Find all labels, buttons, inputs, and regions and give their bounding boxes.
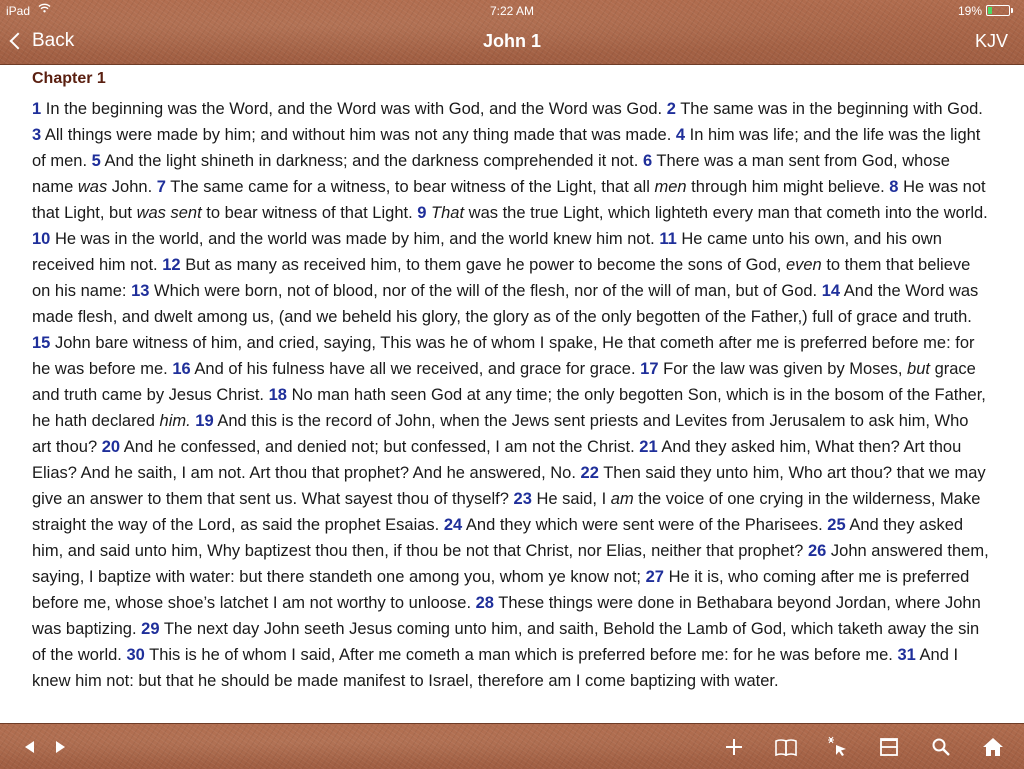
- verse-number[interactable]: 15: [32, 334, 51, 352]
- verse-number[interactable]: 8: [889, 178, 899, 196]
- verse-number[interactable]: 9: [417, 204, 427, 222]
- verse-number[interactable]: 2: [666, 100, 676, 118]
- verse-text: to them that believe on his name:: [32, 256, 971, 300]
- verse-text: And they asked him, What then? Art thou Elias? And he saith, I am not. Art thou that prophet? And he answered, No.: [32, 438, 962, 482]
- verse-text: And this is the record of John, when the Jews sent priests and Levites from Jerusalem to ask him, Who art thou?: [32, 412, 969, 456]
- search-icon[interactable]: [921, 724, 961, 769]
- verse-number[interactable]: 22: [580, 464, 599, 482]
- verse-text: And the Word was made flesh, and dwelt among us, (and we beheld his glory, the glory as of the only begotten of the Father,) full of grace and truth.: [32, 282, 979, 326]
- verse[interactable]: [32, 230, 655, 248]
- verse-number[interactable]: 18: [268, 386, 287, 404]
- verse-text: Which were born, not of blood, nor of the will of the flesh, nor of the will of man, but of God.: [154, 282, 818, 300]
- home-icon[interactable]: [973, 724, 1013, 769]
- back-button[interactable]: [8, 30, 74, 52]
- battery-percent: 19%: [957, 4, 982, 18]
- verse-number[interactable]: 14: [821, 282, 841, 300]
- verse-text: And the light shineth in darkness; and the darkness comprehended it not.: [104, 152, 639, 170]
- verse[interactable]: [92, 152, 639, 170]
- verse-text: But as many as received him, to them gave he power to become the sons of God,: [185, 256, 786, 274]
- verse-number[interactable]: 30: [126, 646, 145, 664]
- verse-number[interactable]: 16: [172, 360, 191, 378]
- verse-text-italic: even: [785, 256, 822, 274]
- verse-number[interactable]: 12: [162, 256, 181, 274]
- verse[interactable]: [131, 282, 817, 300]
- verse-number[interactable]: 5: [91, 152, 101, 170]
- verse-text: The next day John seeth Jesus coming unto him, and saith, Behold the Lamb of God, which taketh away the sin of the world.: [32, 620, 980, 664]
- reading-pane[interactable]: [32, 64, 992, 724]
- verse[interactable]: [126, 646, 892, 664]
- verse-number[interactable]: 10: [32, 230, 51, 248]
- verse-text: He it is, who coming after me is preferred before me, whose shoe’s latchet I am not worthy to unloose.: [32, 568, 970, 612]
- verse[interactable]: [32, 100, 662, 118]
- verse-number[interactable]: 31: [897, 646, 916, 664]
- verse-number[interactable]: 11: [659, 230, 677, 248]
- verse-number[interactable]: 3: [32, 126, 42, 144]
- page-title: John 1: [482, 31, 541, 51]
- battery-icon: [986, 5, 1010, 16]
- verse-text: to bear witness of that Light.: [201, 204, 413, 222]
- verse-text-italic: was sent: [136, 204, 202, 222]
- verse[interactable]: [157, 178, 885, 196]
- verse-text: John.: [107, 178, 153, 196]
- verse-text: In him was life; and the life was the light of men.: [32, 126, 981, 170]
- verse-text: He was not that Light, but: [32, 178, 986, 222]
- verse-number[interactable]: 24: [443, 516, 463, 534]
- verse-number[interactable]: 7: [156, 178, 166, 196]
- verse-number[interactable]: 19: [195, 412, 214, 430]
- verse[interactable]: [417, 204, 988, 222]
- top-bar: [0, 0, 1024, 65]
- verse-text-italic: was: [77, 178, 108, 196]
- verse-number[interactable]: 20: [101, 438, 121, 456]
- version-button[interactable]: KJV: [974, 31, 1008, 51]
- verse[interactable]: [32, 126, 671, 144]
- verse-text: The same came for a witness, to bear witness of the Light, that all: [170, 178, 655, 196]
- verse-text: And they asked him, and said unto him, Why baptizest thou then, if thou be not that Christ, nor Elias, neither that prophet?: [32, 516, 964, 560]
- verse-text-italic: am: [610, 490, 634, 508]
- tap-select-icon[interactable]: [818, 724, 858, 769]
- verse-text: The same was in the beginning with God.: [680, 100, 983, 118]
- verse-text: All things were made by him; and without him was not any thing made that was made.: [44, 126, 672, 144]
- verse-number[interactable]: 25: [827, 516, 846, 534]
- chapter-text: [32, 96, 992, 694]
- nav-bar: [0, 20, 1024, 64]
- verse-text-italic: him.: [159, 412, 191, 430]
- verse-text-italic: men: [654, 178, 687, 196]
- verse-number[interactable]: 27: [645, 568, 664, 586]
- verse-text: He was in the world, and the world was made by him, and the world knew him not.: [54, 230, 655, 248]
- verse-text: was the true Light, which lighteth every man that cometh into the world.: [464, 204, 988, 222]
- verse-text: And I knew him not: but that he should be made manifest to Israel, therefore am I come baptizing with water.: [32, 646, 959, 690]
- verse-text-italic: but: [907, 360, 930, 378]
- verse-text: John bare witness of him, and cried, saying, This was he of whom I spake, He that cometh after me is preferred before me: for he was before me.: [32, 334, 975, 378]
- verse-number[interactable]: 28: [475, 594, 494, 612]
- verse-text: There was a man sent from God, whose name: [32, 152, 950, 196]
- verse[interactable]: [172, 360, 635, 378]
- verse-text: through him might believe.: [686, 178, 885, 196]
- back-label: Back: [32, 30, 75, 51]
- chapter-heading: Chapter 1: [32, 70, 106, 87]
- verse-number[interactable]: 6: [642, 152, 653, 170]
- verse-text: John answered them, saying, I baptize with water: but there standeth one among you, whom ye know not;: [32, 542, 989, 586]
- verse[interactable]: [667, 100, 983, 118]
- verse-text: Then said they unto him, Who art thou? that we may give an answer to them that sent us. What sayest thou of thyself?: [32, 464, 986, 508]
- verse[interactable]: [444, 516, 823, 534]
- verse-number[interactable]: 13: [131, 282, 150, 300]
- verse-number[interactable]: 17: [640, 360, 659, 378]
- split-view-icon[interactable]: [869, 724, 909, 769]
- verse[interactable]: [102, 438, 635, 456]
- status-time: 7:22 AM: [489, 4, 535, 18]
- verse-number[interactable]: 26: [807, 542, 827, 560]
- verse-text: He came unto his own, and his own received him not.: [32, 230, 942, 274]
- verse-text: the voice of one crying in the wilderness, Make straight the way of the Lord, as said the prophet Esaias.: [32, 490, 981, 534]
- verse-text: In the beginning was the Word, and the Word was with God, and the Word was God.: [45, 100, 663, 118]
- verse-number[interactable]: 29: [141, 620, 160, 638]
- verse-text: And he confessed, and denied not; but confessed, I am not the Christ.: [123, 438, 635, 456]
- verse-text: This is he of whom I said, After me cometh a man which is preferred before me: for he was before me.: [149, 646, 893, 664]
- verse-text: And of his fulness have all we received, and grace for grace.: [194, 360, 636, 378]
- chevron-left-icon: [10, 33, 27, 50]
- verse-number[interactable]: 1: [32, 100, 42, 118]
- plus-icon[interactable]: [714, 724, 754, 769]
- verse-text-italic: That: [431, 204, 465, 222]
- verse-text: And they which were sent were of the Pharisees.: [465, 516, 823, 534]
- verse-text: For the law was given by Moses,: [663, 360, 908, 378]
- bottom-toolbar: [0, 723, 1024, 769]
- status-bar: [0, 0, 1024, 20]
- verse-text: grace and truth came by Jesus Christ.: [32, 360, 976, 404]
- verse-number[interactable]: 4: [675, 126, 686, 144]
- book-icon[interactable]: [766, 724, 806, 769]
- verse-number[interactable]: 21: [639, 438, 658, 456]
- device-label: iPad: [6, 4, 31, 18]
- verse-number[interactable]: 23: [513, 490, 532, 508]
- verse-text: No man hath seen God at any time; the only begotten Son, which is in the bosom of the Father, he hath declared: [32, 386, 986, 430]
- verse-text: These things were done in Bethabara beyond Jordan, where John was baptizing.: [32, 594, 981, 638]
- verse-text: He said, I: [536, 490, 611, 508]
- next-arrow-icon[interactable]: [40, 724, 80, 769]
